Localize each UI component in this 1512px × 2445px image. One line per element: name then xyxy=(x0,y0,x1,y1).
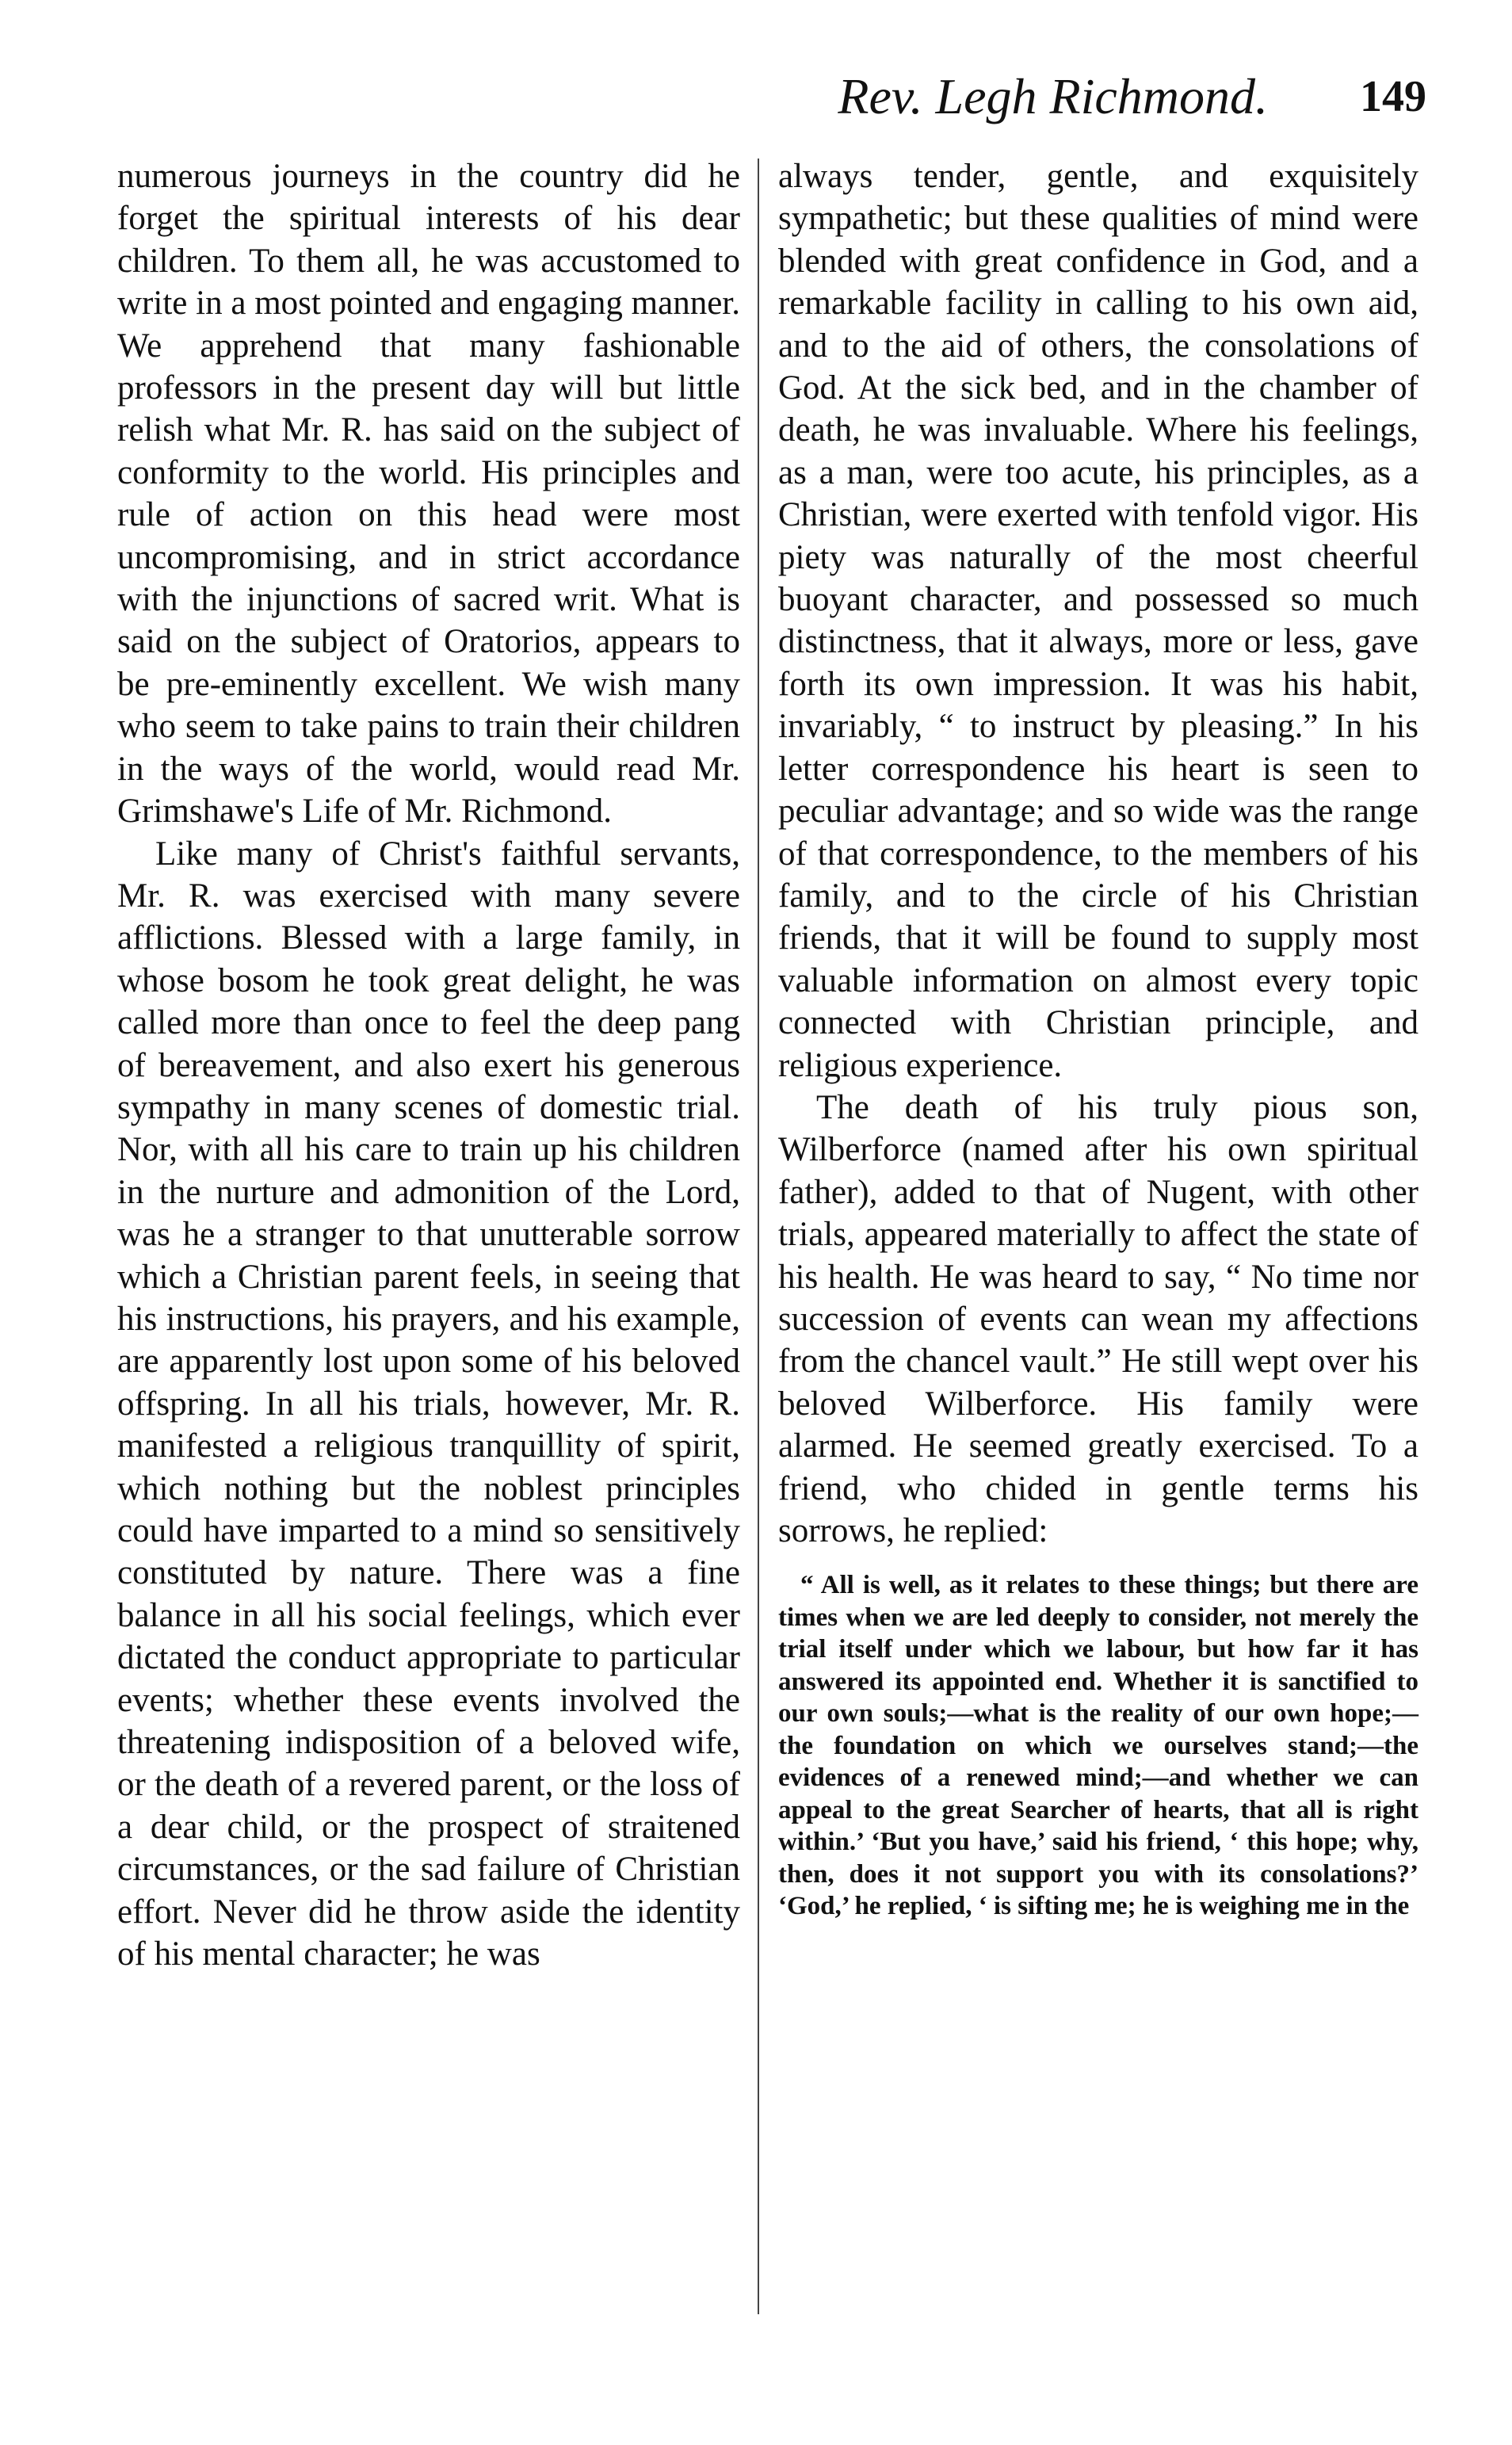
running-title: Rev. Legh Richmond. xyxy=(838,68,1268,124)
right-column xyxy=(778,155,1418,1923)
column-divider xyxy=(758,159,759,2314)
left-paragraph-1: numerous journeys in the country did he forget the spiritual interests of his dear children. To them all, he was accustomed to write in a most pointed and engaging manner. We apprehend that many fashionable professors in the present day will but little relish what Mr. R. has said on the subject of conformity to the world. His principles and rule of action on this head were most uncompromising, and in strict accordance with the injunctions of sacred writ. What is said on the subject of Oratorios, appears to be pre-eminently excellent. We wish many who seem to take pains to train their children in the ways of the world, would read Mr. Grimshawe's Life of Mr. Richmond. xyxy=(117,158,740,831)
right-paragraph-1: always tender, gentle, and exquisitely sympathetic; but these qualities of mind were blended with great confidence in God, and a remarkable facility in calling to his own aid, and to the aid of others, the consolations of God. At the sick bed, and in the chamber of death, he was invaluable. Where his feelings, as a man, were too acute, his principles, as a Christian, were exerted with tenfold vigor. His piety was naturally of the most cheerful buoyant character, and possessed so much distinctness, that it always, more or less, gave forth its own impression. It was his habit, invariably, “ to instruct by pleasing.” In his letter correspondence his heart is seen to peculiar advantage; and so wide was the range of that correspondence, to the members of his family, and to the circle of his Christian friends, that it will be found to supply most valuable information on almost every topic connected with Christian principle, and religious experience. xyxy=(778,158,1418,1084)
left-column xyxy=(117,155,740,1975)
right-paragraph-2: The death of his truly pious son, Wilberforce (named after his own spiritual father), added to that of Nugent, with other trials, appeared materially to affect the state of his health. He was heard to say, “ No time nor succession of events can wean my affections from the chancel vault.” He still wept over his beloved Wilberforce. His family were alarmed. He seemed greatly exercised. To a friend, who chided in gentle terms his sorrows, he replied: xyxy=(778,1088,1418,1549)
block-quote: “ All is well, as it relates to these things; but there are times when we are led deeply to consider, not merely the trial itself under which we labour, but how far it has answered its appointed end. Whether it is sanctified to our own souls;—what is the reality of our own hope;—the foundation on which we ourselves stand;—the evidences of a renewed mind;—and whether we can appeal to the great Searcher of hearts, that all is right within.’ ‘But you have,’ said his friend, ‘ this hope; why, then, does it not support you with its consolations?’ ‘God,’ he replied, ‘ is sifting me; he is weighing me in the xyxy=(778,1571,1418,1921)
left-paragraph-2: Like many of Christ's faithful servants, Mr. R. was exercised with many severe afflictions. Blessed with a large family, in whose bosom he took great delight, he was called more than once to feel the deep pang of bereavement, and also exert his generous sympathy in many scenes of domestic trial. Nor, with all his care to train up his children in the nurture and admonition of the Lord, was he a stranger to that unutterable sorrow which a Christian parent feels, in seeing that his instructions, his prayers, and his example, are apparently lost upon some of his beloved offspring. In all his trials, however, Mr. R. manifested a religious tranquillity of spirit, which nothing but the noblest principles could have imparted to a mind so sensitively constituted by nature. There was a fine balance in all his social feelings, which ever dictated the conduct appropriate to particular events; whether these events involved the threatening indisposition of a beloved wife, or the death of a revered parent, or the loss of a dear child, or the prospect of straitened circumstances, or the sad failure of Christian effort. Never did he throw aside the identity of his mental character; he was xyxy=(117,835,740,1973)
running-head xyxy=(119,65,1426,136)
page-number: 149 xyxy=(1360,72,1426,121)
